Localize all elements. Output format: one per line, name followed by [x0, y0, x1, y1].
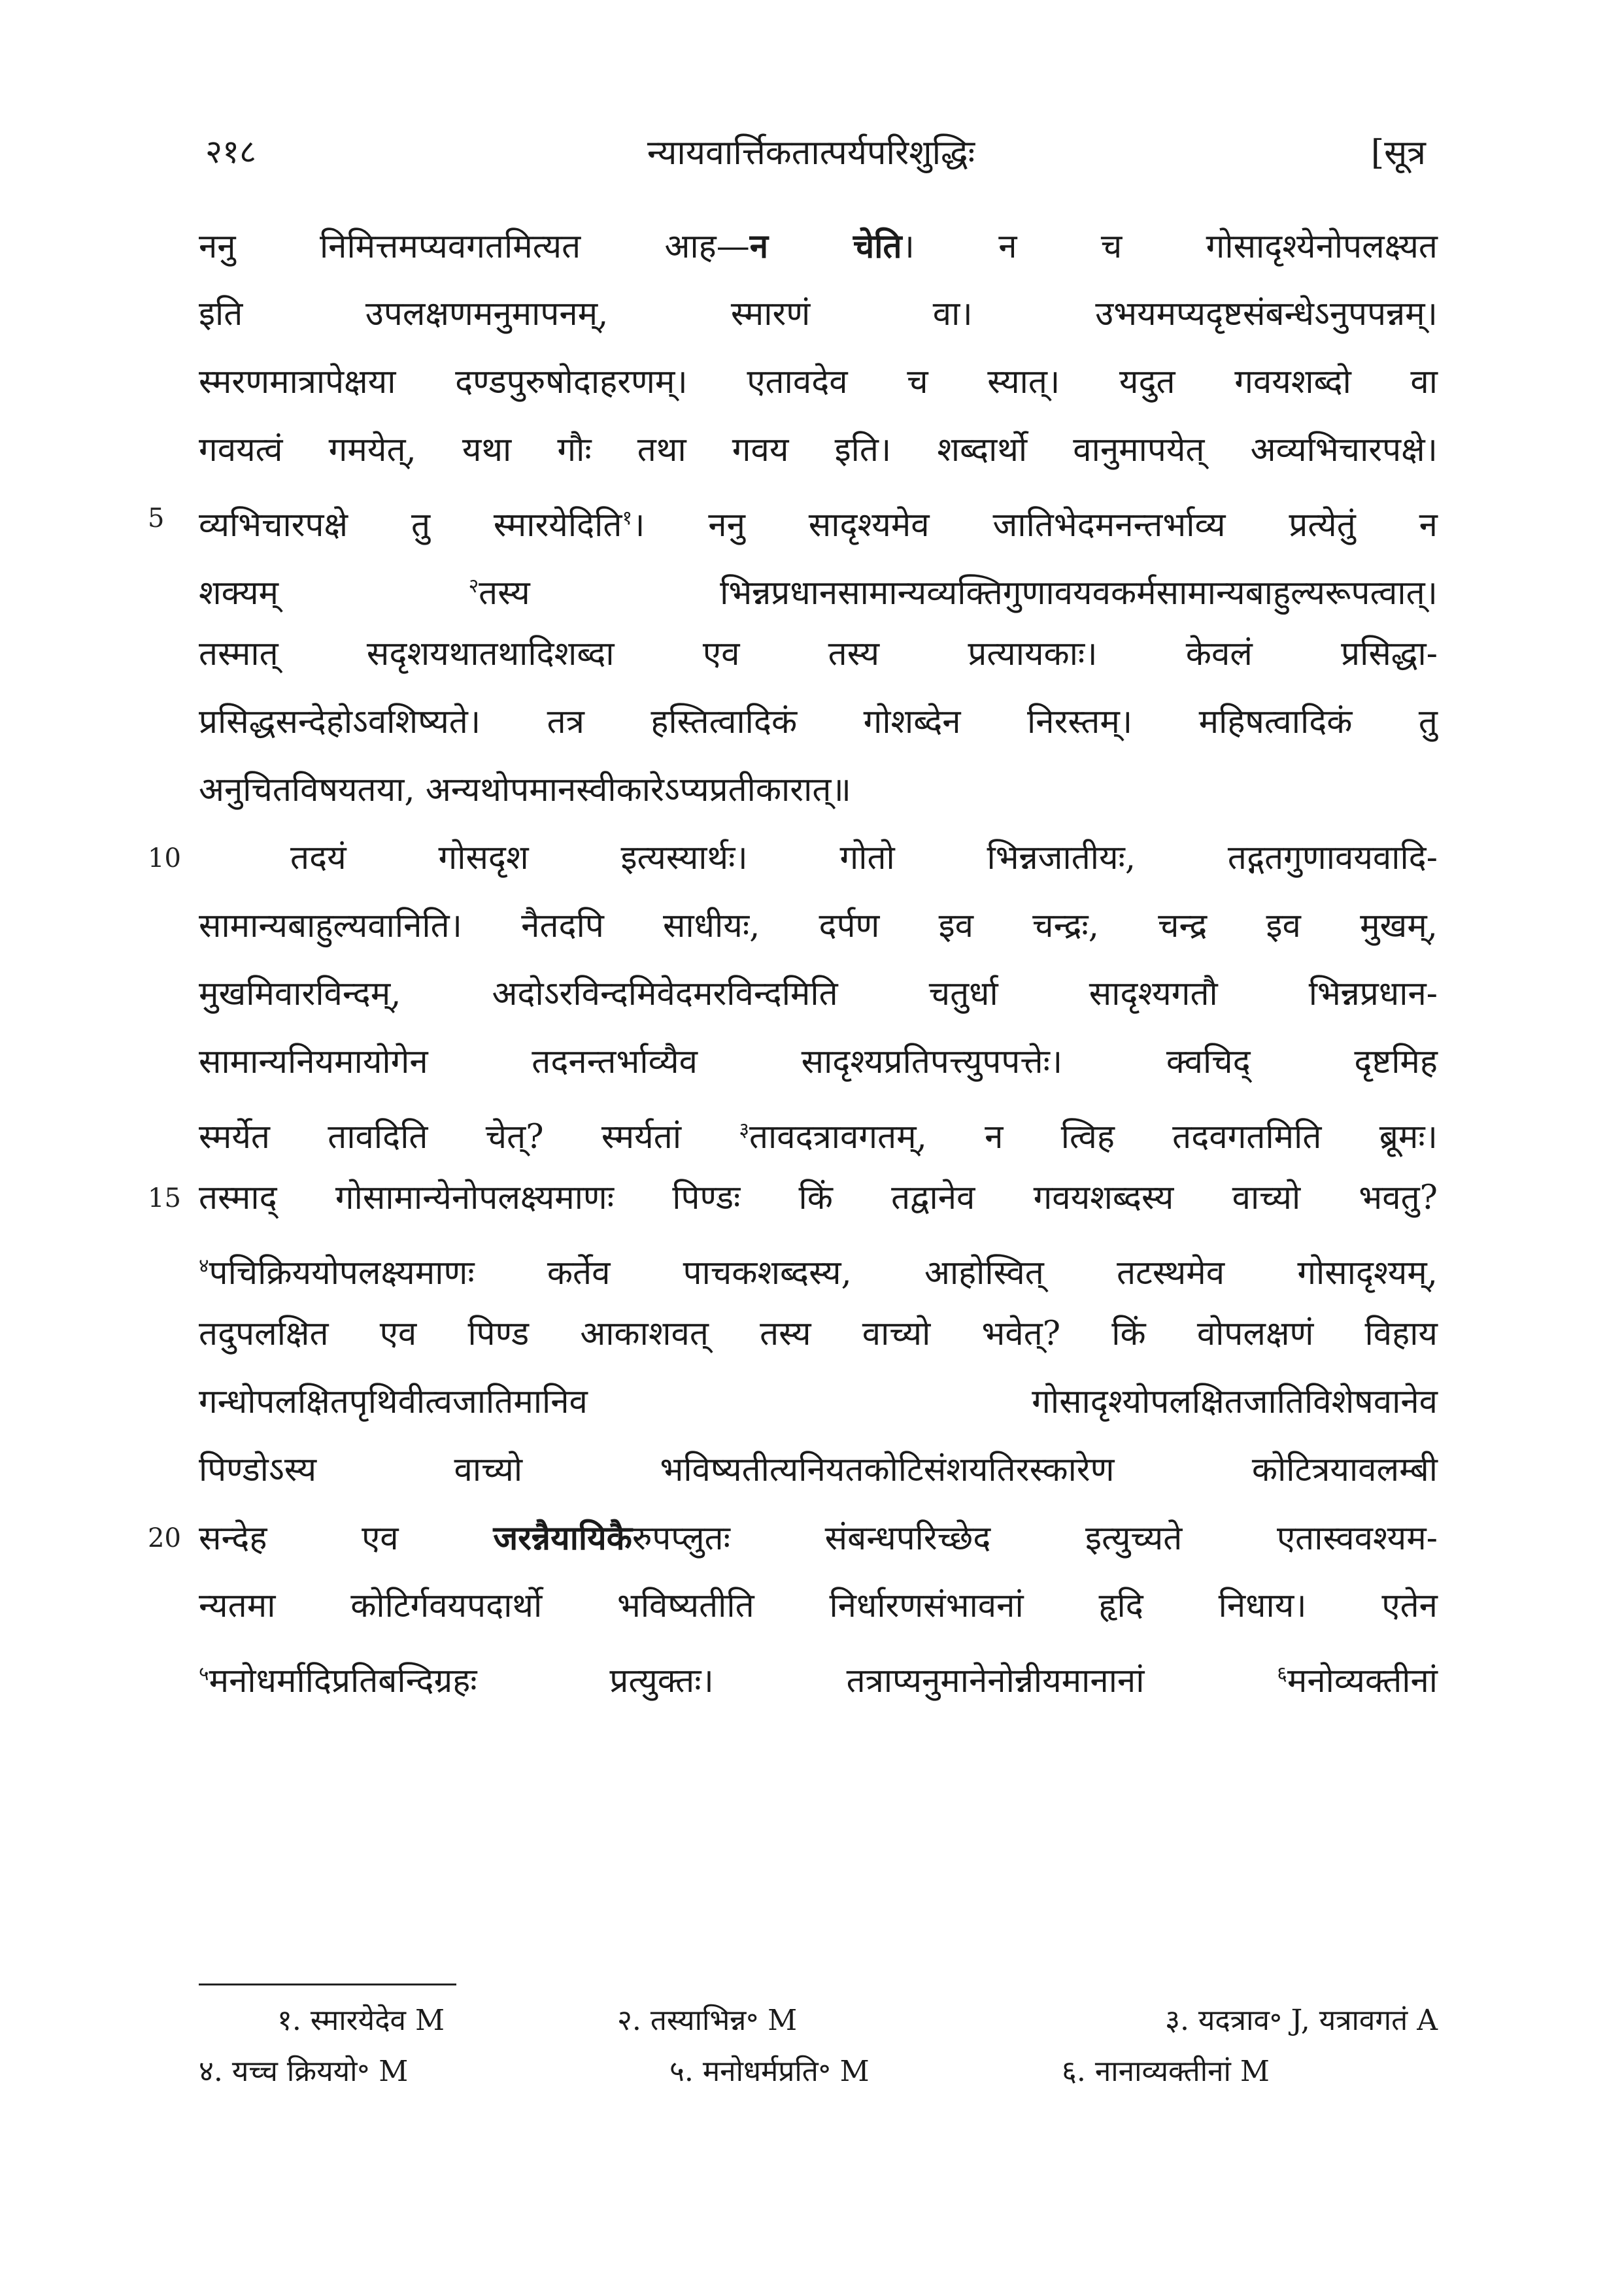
footnote-6: ६. नानाव्यक्तीनां M: [1062, 2055, 1270, 2088]
line-number-marker: 10: [148, 843, 181, 873]
line-text: पिण्डोऽस्य वाच्यो भविष्यतीत्यनियतकोटिसंशयतिरस्कारेण कोटित्रयावलम्बी: [199, 1451, 1438, 1489]
footnote-rule: [199, 1984, 456, 1985]
footnote-1: १. स्मारयेदेव M: [277, 2004, 445, 2037]
line-text: गवयत्वं गमयेत्, यथा गौः तथा गवय इति। शब्दार्थो वानुमापयेत् अव्यभिचारपक्षे।: [199, 431, 1438, 469]
line-text: मुखमिवारविन्दम्, अदोऽरविन्दमिवेदमरविन्दमिति चतुर्धा सादृश्यगतौ भिन्नप्रधान-: [199, 975, 1438, 1013]
line-text: सामान्यबाहुल्यवानिति। नैतदपि साधीयः, दर्पण इव चन्द्रः, चन्द्र इव मुखम्,: [199, 907, 1438, 945]
text-line: [199, 960, 1438, 1028]
text-line: [199, 1028, 1438, 1096]
footnote-ref: ६: [1277, 1663, 1287, 1685]
line-text: गन्धोपलक्षितपृथिवीत्वजातिमानिव गोसादृश्योपलक्षितजातिविशेषवानेव: [199, 1383, 1438, 1421]
line-text: तदयं गोसदृश इत्यस्यार्थः। गोतो भिन्नजातीयः, तद्गतगुणावयवादि-: [290, 839, 1438, 877]
line-text: प्रसिद्धसन्देहोऽवशिष्यते। तत्र हस्तित्वादिकं गोशब्देन निरस्तम्। महिषत्वादिकं तु: [199, 703, 1438, 741]
line-text: व्यभिचारपक्षे तु स्मारयेदिति: [199, 506, 622, 545]
line-text: तस्माद् गोसामान्येनोपलक्ष्यमाणः पिण्डः किं तद्वानेव गवयशब्दस्य वाच्यो भवतु?: [199, 1179, 1438, 1217]
text-line: [199, 688, 1438, 756]
text-line: [199, 892, 1438, 960]
text-line: [199, 1232, 1438, 1300]
text-line: [148, 1504, 1438, 1572]
footnote-ref: ३: [739, 1119, 749, 1141]
line-text: न्यतमा कोटिर्गवयपदार्थो भविष्यतीति निर्धारणसंभावनां हृदि निधाय। एतेन: [199, 1587, 1438, 1625]
running-title: न्यायवार्त्तिकतात्पर्यपरिशुद्धिः: [647, 133, 975, 173]
page-number: २१८: [205, 133, 256, 171]
text-line: [199, 348, 1438, 416]
text-line: [199, 1572, 1438, 1640]
line-text: स्मर्येत तावदिति चेत्? स्मर्यतां: [199, 1118, 739, 1156]
line-text: शक्यम्: [199, 574, 469, 613]
text-line: [199, 1436, 1438, 1504]
line-number-marker: 15: [148, 1183, 181, 1213]
line-text: अनुचितविषयतया, अन्यथोपमानस्वीकारेऽप्यप्रतीकारात्॥: [199, 771, 851, 809]
text-line: [148, 1164, 1438, 1232]
main-text: [148, 212, 1438, 1708]
footnote-ref: १: [622, 507, 633, 530]
text-line: [199, 1640, 1438, 1708]
footnote-ref: ४: [199, 1255, 209, 1277]
text-line: [199, 552, 1438, 620]
text-line: [199, 756, 1438, 824]
line-text: मनोधर्मादिप्रतिबन्दिग्रहः प्रत्युक्तः। तत्राप्यनुमानेनोन्नीयमानानां: [209, 1662, 1277, 1700]
line-text: तस्य भिन्नप्रधानसामान्यव्यक्तिगुणावयवकर्मसामान्यबाहुल्यरूपत्वात्।: [479, 574, 1438, 613]
line-text: तावदत्रावगतम्, न त्विह तदवगतमिति ब्रूमः।: [749, 1118, 1438, 1156]
line-text: मनोव्यक्तीनां: [1287, 1662, 1438, 1700]
footnotes: [199, 1995, 1438, 2097]
line-text: सन्देह एव: [199, 1519, 494, 1558]
line-text: रुपप्लुतः संबन्धपरिच्छेद इत्युच्यते एतास्ववश्यम-: [632, 1519, 1438, 1558]
line-text: ननु निमित्तमप्यवगतमित्यत आह—: [199, 228, 750, 266]
text-line: [199, 280, 1438, 348]
text-line: [199, 1300, 1438, 1368]
line-text: । न च गोसादृश्येनोपलक्ष्यत: [902, 228, 1438, 266]
footnote-ref: ५: [199, 1663, 209, 1685]
text-line: [199, 620, 1438, 688]
footnote-row: [199, 1995, 1438, 2046]
text-line: [199, 1368, 1438, 1436]
footnote-row: [199, 2046, 1438, 2097]
footnote-2: २. तस्याभिन्न॰ M: [617, 2004, 798, 2037]
line-text: तदुपलक्षित एव पिण्ड आकाशवत् तस्य वाच्यो भवेत्? किं वोपलक्षणं विहाय: [199, 1315, 1438, 1353]
footnote-4: ४. यच्च क्रिययो॰ M: [199, 2055, 409, 2088]
line-number-marker: 5: [148, 503, 165, 533]
page-header: [196, 128, 1426, 194]
line-text: सामान्यनियमायोगेन तदनन्तर्भाव्यैव सादृश्यप्रतिपत्त्युपपत्तेः। क्वचिद् दृष्टमिह: [199, 1043, 1438, 1081]
text-line: [199, 1096, 1438, 1164]
line-number-marker: 20: [148, 1523, 181, 1553]
bold-term: जरन्नैयायिकै: [493, 1519, 632, 1558]
line-text: स्मरणमात्रापेक्षया दण्डपुरुषोदाहरणम्। एतावदेव च स्यात्। यदुत गवयशब्दो वा: [199, 363, 1438, 401]
footnote-3: ३. यदत्राव॰ J, यत्रावगतं A: [1165, 2004, 1438, 2037]
text-line: [148, 484, 1438, 552]
line-text: तस्मात् सदृशयथातथादिशब्दा एव तस्य प्रत्यायकाः। केवलं प्रसिद्धा-: [199, 635, 1438, 673]
section-marker: [सूत्र: [1370, 133, 1426, 173]
line-text: । ननु सादृश्यमेव जातिभेदमनन्तर्भाव्य प्रत्येतुं न: [632, 506, 1438, 545]
line-text: पचिक्रिययोपलक्ष्यमाणः कर्तेव पाचकशब्दस्य, आहोस्वित् तटस्थमेव गोसादृश्यम्,: [209, 1254, 1438, 1292]
text-line: [199, 212, 1438, 280]
footnote-5: ५. मनोधर्मप्रति॰ M: [669, 2055, 870, 2088]
text-line: [199, 416, 1438, 484]
line-text: इति उपलक्षणमनुमापनम्, स्मारणं वा। उभयमप्यदृष्टसंबन्धेऽनुपपन्नम्।: [199, 295, 1438, 333]
bold-term: न चेति: [749, 227, 902, 266]
footnote-ref: २: [468, 575, 479, 598]
text-line: [148, 824, 1438, 892]
